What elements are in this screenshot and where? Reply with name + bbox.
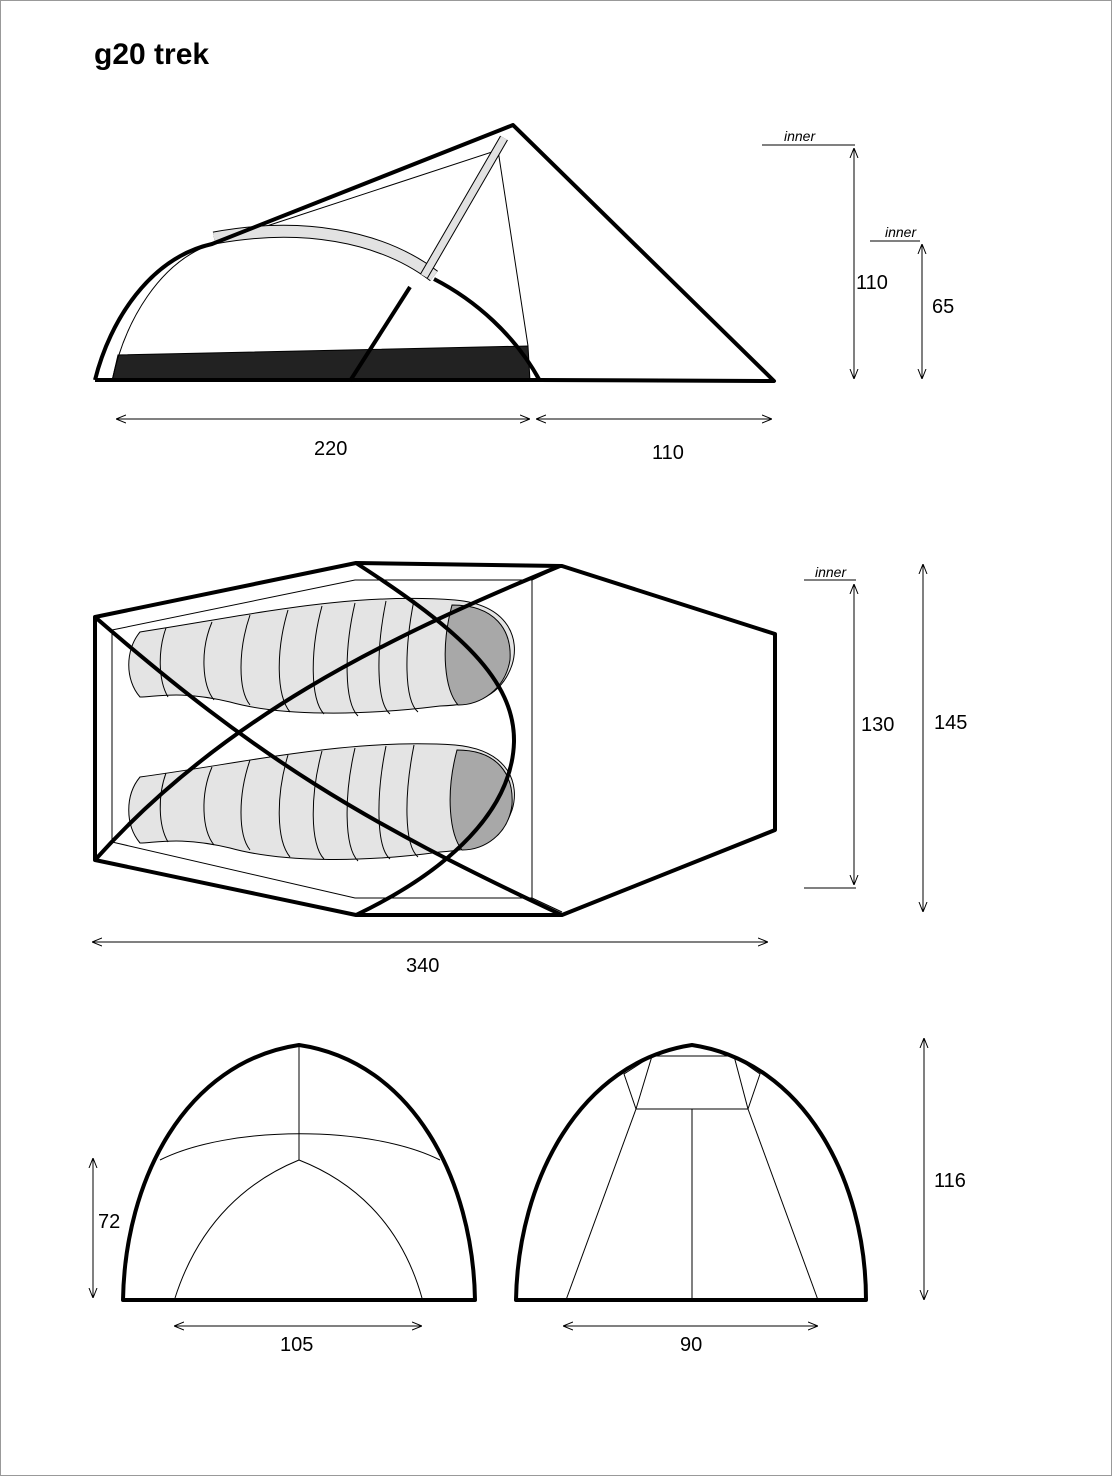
page-border xyxy=(1,1,1112,1476)
front-view xyxy=(123,1045,475,1300)
sleeping-bag-2 xyxy=(129,744,515,861)
sleeping-bag-1 xyxy=(129,598,515,716)
page-title: g20 trek xyxy=(94,38,210,71)
dim-label-vestibule-length: 110 xyxy=(652,442,684,464)
dim-label-total-height: 110 xyxy=(856,272,888,294)
dim-label-front-width: 105 xyxy=(280,1334,314,1356)
note-inner-width: inner xyxy=(815,564,847,580)
dim-label-inner-width: 130 xyxy=(861,714,895,736)
dim-label-inner-height: 65 xyxy=(932,296,955,318)
dim-label-rear-width: 90 xyxy=(680,1334,703,1356)
dim-label-total-width: 145 xyxy=(934,712,968,734)
top-view xyxy=(95,563,775,915)
dim-label-end-height: 116 xyxy=(934,1170,966,1192)
inner-tent-outline xyxy=(112,150,528,381)
note-inner-height: inner xyxy=(885,224,917,240)
dim-label-total-length: 340 xyxy=(406,955,440,977)
rear-view xyxy=(516,1045,866,1300)
note-total-height: inner xyxy=(784,128,816,144)
dim-label-front-height: 72 xyxy=(98,1211,121,1233)
dim-label-inner-length: 220 xyxy=(314,438,348,460)
side-view xyxy=(95,125,774,381)
rear-profile xyxy=(516,1045,866,1300)
groundsheet xyxy=(112,346,530,381)
